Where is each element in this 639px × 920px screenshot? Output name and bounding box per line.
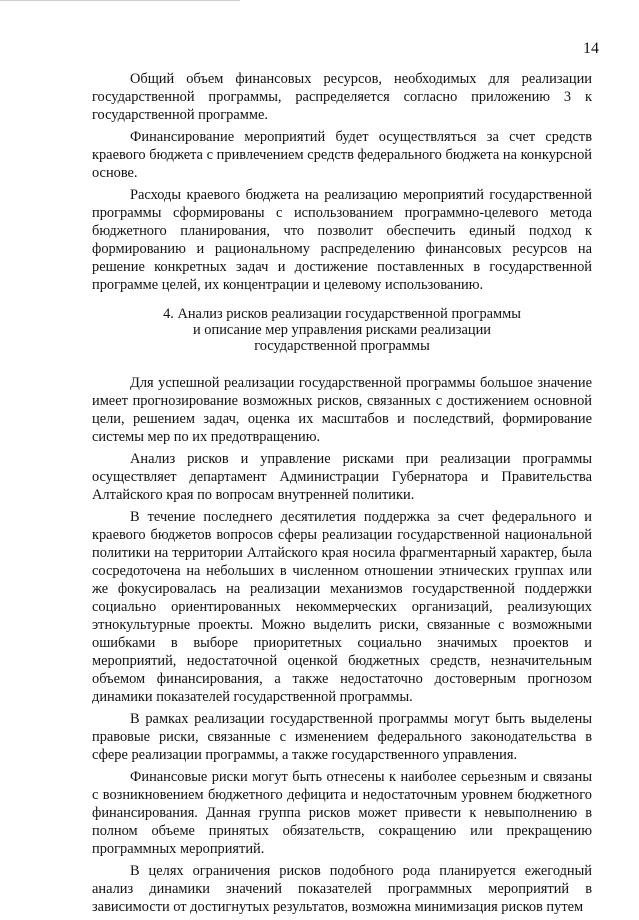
- paragraph: Расходы краевого бюджета на реализацию мероприятий государственной программы сформированы с использованием программно-целевого метода бюджетного планирования, что позволит обеспечить единый подход к формированию и рациональному распределению финансовых ресурсов на решение конкретных задач и достижение поставленных в государственной программе целей, их концентрации и целевому использованию.: [92, 187, 592, 293]
- page-number: 14: [583, 40, 599, 57]
- paragraph: В течение последнего десятилетия поддержка за счет федерального и краевого бюджетов вопросов сферы реализации государственной национальной политики на территории Алтайского края носила фрагментарный характер, была сосредоточена на небольших в численном отношении этнических группах или же фокусировалась на реализации механизмов государственной поддержки социально ориентированных некоммерческих организаций, реализующих этнокультурные проекты. Можно выделить риски, связанные с возможными ошибками в выборе приоритетных социально значимых проектов и мероприятий, недостаточной оценкой бюджетных средств, незначительным объемом финансирования, а также недостаточно достоверным прогнозом динамики показателей государственной программы.: [92, 509, 592, 705]
- paragraph: В целях ограничения рисков подобного рода планируется ежегодный анализ динамики значений показателей программных мероприятий в зависимости от достигнутых результатов, возможна минимизация рисков путем: [92, 863, 592, 915]
- section-heading-line: государственной программы: [254, 338, 430, 354]
- section-heading-line: и описание мер управления рисками реализации: [193, 322, 491, 338]
- paragraph: Финансирование мероприятий будет осуществляться за счет средств краевого бюджета с привлечением средств федерального бюджета на конкурсной основе.: [92, 129, 592, 181]
- scan-edge-line: [0, 0, 240, 1]
- section-heading: [92, 306, 592, 354]
- paragraph: В рамках реализации государственной программы могут быть выделены правовые риски, связанные с изменением федерального законодательства в сфере реализации программы, а также государственного управления.: [92, 711, 592, 763]
- paragraph: Общий объем финансовых ресурсов, необходимых для реализации государственной программы, распределяется согласно приложению 3 к государственной программе.: [92, 71, 592, 123]
- paragraph: Для успешной реализации государственной программы большое значение имеет прогнозирование возможных рисков, связанных с достижением основной цели, решением задач, оценка их масштабов и последствий, формирование системы мер по их предотвращению.: [92, 375, 592, 445]
- paragraph: Анализ рисков и управление рисками при реализации программы осуществляет департамент Администрации Губернатора и Правительства Алтайского края по вопросам внутренней политики.: [92, 451, 592, 503]
- paragraph: Финансовые риски могут быть отнесены к наиболее серьезным и связаны с возникновением бюджетного дефицита и недостаточным уровнем бюджетного финансирования. Данная группа рисков может привести к невыполнению в полном объеме принятых обязательств, сокращению или прекращению программных мероприятий.: [92, 769, 592, 857]
- document-body: [92, 70, 592, 920]
- section-heading-line: 4. Анализ рисков реализации государственной программы: [163, 306, 521, 322]
